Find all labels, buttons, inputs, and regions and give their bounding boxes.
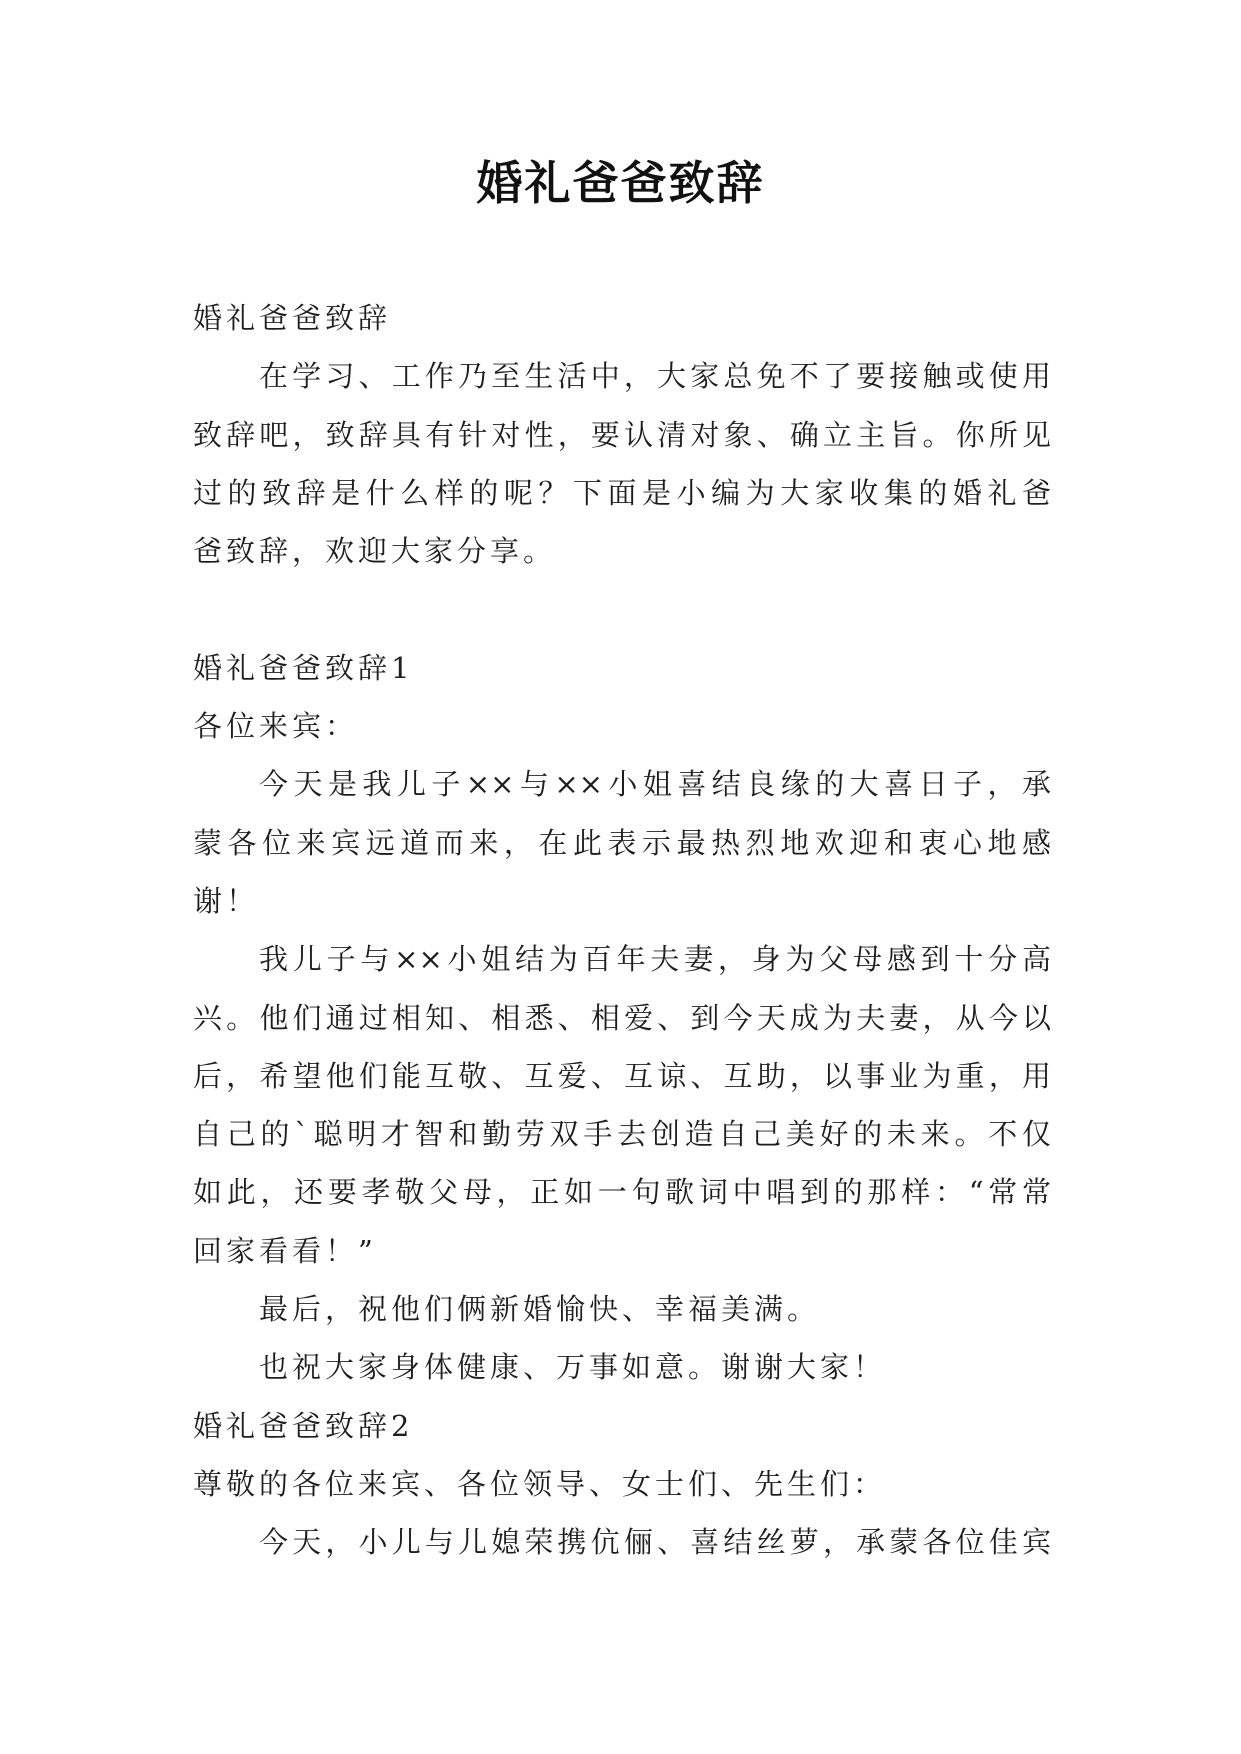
paragraph-line: 蒙各位来宾远道而来，在此表示最热烈地欢迎和衷心地感 xyxy=(193,825,1051,860)
speech-heading: 婚礼爸爸致辞1 xyxy=(193,650,414,685)
speech-salutation: 尊敬的各位来宾、各位领导、女士们、先生们： xyxy=(193,1466,887,1501)
paragraph-line: 在学习、工作乃至生活中，大家总免不了要接触或使用 xyxy=(259,359,1051,394)
section-spacer xyxy=(193,580,1051,638)
paragraph-line: 如此，还要孝敬父母，正如一句歌词中唱到的那样：“常常 xyxy=(193,1175,1051,1210)
paragraph-line: 今天是我儿子××与××小姐喜结良缘的大喜日子，承 xyxy=(259,767,1051,802)
intro-heading: 婚礼爸爸致辞 xyxy=(193,301,392,335)
paragraph-line: 谢！ xyxy=(193,883,260,918)
paragraph-line: 兴。他们通过相知、相悉、相爱、到今天成为夫妻，从今以 xyxy=(193,1000,1051,1035)
speech-paragraph xyxy=(193,1513,1051,1571)
speech-1-section xyxy=(193,639,1051,1397)
speech-heading: 婚礼爸爸致辞2 xyxy=(193,1408,414,1443)
paragraph-line: 后，希望他们能互敬、互爱、互谅、互助，以事业为重，用 xyxy=(193,1058,1051,1093)
speech-paragraph xyxy=(193,1338,1051,1396)
speech-paragraph xyxy=(193,930,1051,1280)
paragraph-line: 我儿子与××小姐结为百年夫妻，身为父母感到十分高 xyxy=(259,942,1051,977)
paragraph-line: 今天，小儿与儿媳荣携伉俪、喜结丝萝，承蒙各位佳宾 xyxy=(259,1525,1051,1560)
paragraph-line: 最后，祝他们俩新婚愉快、幸福美满。 xyxy=(259,1292,821,1327)
paragraph-line: 自己的`聪明才智和勤劳双手去创造自己美好的未来。不仅 xyxy=(193,1117,1051,1152)
paragraph-line: 过的致辞是什么样的呢？下面是小编为大家收集的婚礼爸 xyxy=(193,475,1051,510)
document-body xyxy=(193,289,1051,1572)
document-title: 婚礼爸爸致辞 xyxy=(476,156,765,210)
paragraph-line: 回家看看！” xyxy=(193,1233,377,1268)
paragraph-line: 致辞吧，致辞具有针对性，要认清对象、确立主旨。你所见 xyxy=(193,417,1051,452)
speech-paragraph xyxy=(193,1280,1051,1338)
intro-section xyxy=(193,289,1051,580)
intro-paragraph xyxy=(193,347,1051,580)
speech-paragraph xyxy=(193,755,1051,930)
speech-salutation: 各位来宾： xyxy=(193,709,359,744)
paragraph-line: 也祝大家身体健康、万事如意。谢谢大家！ xyxy=(259,1350,887,1385)
paragraph-line: 爸致辞，欢迎大家分享。 xyxy=(193,534,557,569)
speech-2-section xyxy=(193,1397,1051,1572)
